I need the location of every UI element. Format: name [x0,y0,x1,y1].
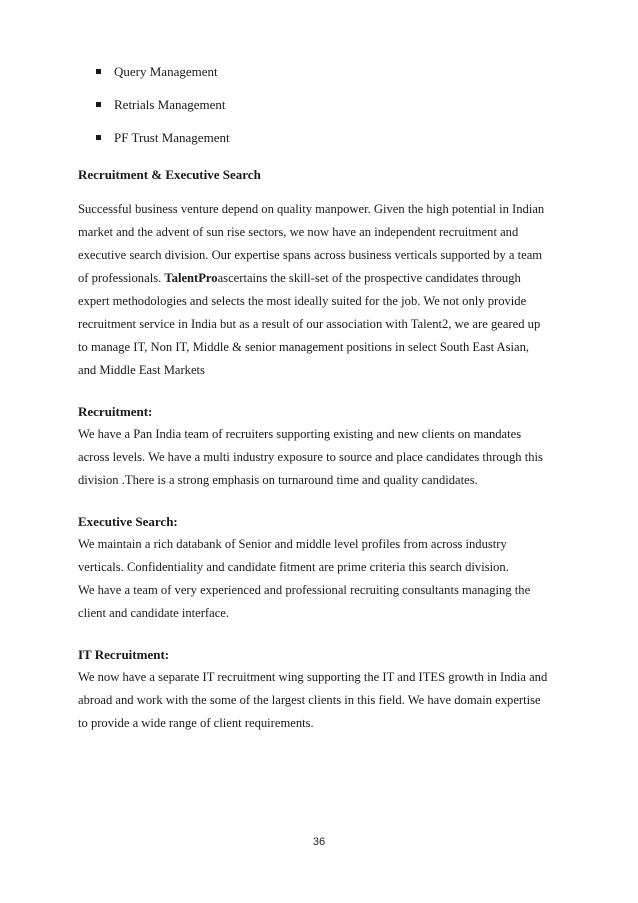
list-item [96,128,230,161]
text-line: We now have a separate IT recruitment wing supporting the IT and ITES growth in India and [78,670,548,684]
page-number: 36 [312,836,326,848]
text-line: to provide a wide range of client requirements. [78,716,314,730]
list-item-text: Retrials Management [114,97,226,112]
section-heading-recruitment: Recruitment: [78,404,153,419]
text-line: verticals. Confidentiality and candidate fitment are prime criteria this search division. [78,560,509,574]
company-name: TalentPro [164,271,218,285]
text-line: We maintain a rich databank of Senior and middle level profiles from across industry [78,537,507,551]
text-line: abroad and work with the some of the largest clients in this field. We have domain expertise [78,693,541,707]
section-it-recruitment [78,643,568,735]
text-line: recruitment service in India but as a result of our association with Talent2, we are geared up [78,317,541,331]
text-line: expert methodologies and selects the most ideally suited for the job. We not only provide [78,294,527,308]
text-fragment: of professionals. [78,271,165,285]
text-line: client and candidate interface. [78,606,230,620]
bullet-list [96,62,230,161]
body-content [78,163,568,735]
paragraph-recruitment-executive-search [78,198,568,382]
text-line: executive search division. Our expertise spans across business verticals supported by a team [78,248,543,262]
list-item-text: Query Management [114,64,218,79]
square-bullet-icon [96,102,101,107]
list-item [96,62,230,95]
text-line [78,267,568,290]
text-line: We have a team of very experienced and professional recruiting consultants managing the [78,583,531,597]
text-line: Successful business venture depend on quality manpower. Given the high potential in Indian [78,202,545,216]
section-heading-it-recruitment: IT Recruitment: [78,647,170,662]
list-item [96,95,230,128]
text-fragment: ascertains the skill-set of the prospective candidates through [217,271,521,285]
text-line: across levels. We have a multi industry exposure to source and place candidates through this [78,450,543,464]
list-item-text: PF Trust Management [114,130,230,145]
text-line: to manage IT, Non IT, Middle & senior management positions in select South East Asian, [78,340,530,354]
section-recruitment [78,400,568,492]
paragraph-executive-search [78,533,568,625]
section-heading-recruitment-executive-search: Recruitment & Executive Search [78,167,261,182]
section-executive-search [78,510,568,625]
square-bullet-icon [96,135,101,140]
text-line: division .There is a strong emphasis on turnaround time and quality candidates. [78,473,478,487]
paragraph-it-recruitment [78,666,568,735]
section-heading-executive-search: Executive Search: [78,514,178,529]
paragraph-recruitment [78,423,568,492]
square-bullet-icon [96,69,101,74]
text-line: We have a Pan India team of recruiters supporting existing and new clients on mandates [78,427,522,441]
text-line: market and the advent of sun rise sectors, we now have an independent recruitment and [78,225,519,239]
text-line: and Middle East Markets [78,363,205,377]
